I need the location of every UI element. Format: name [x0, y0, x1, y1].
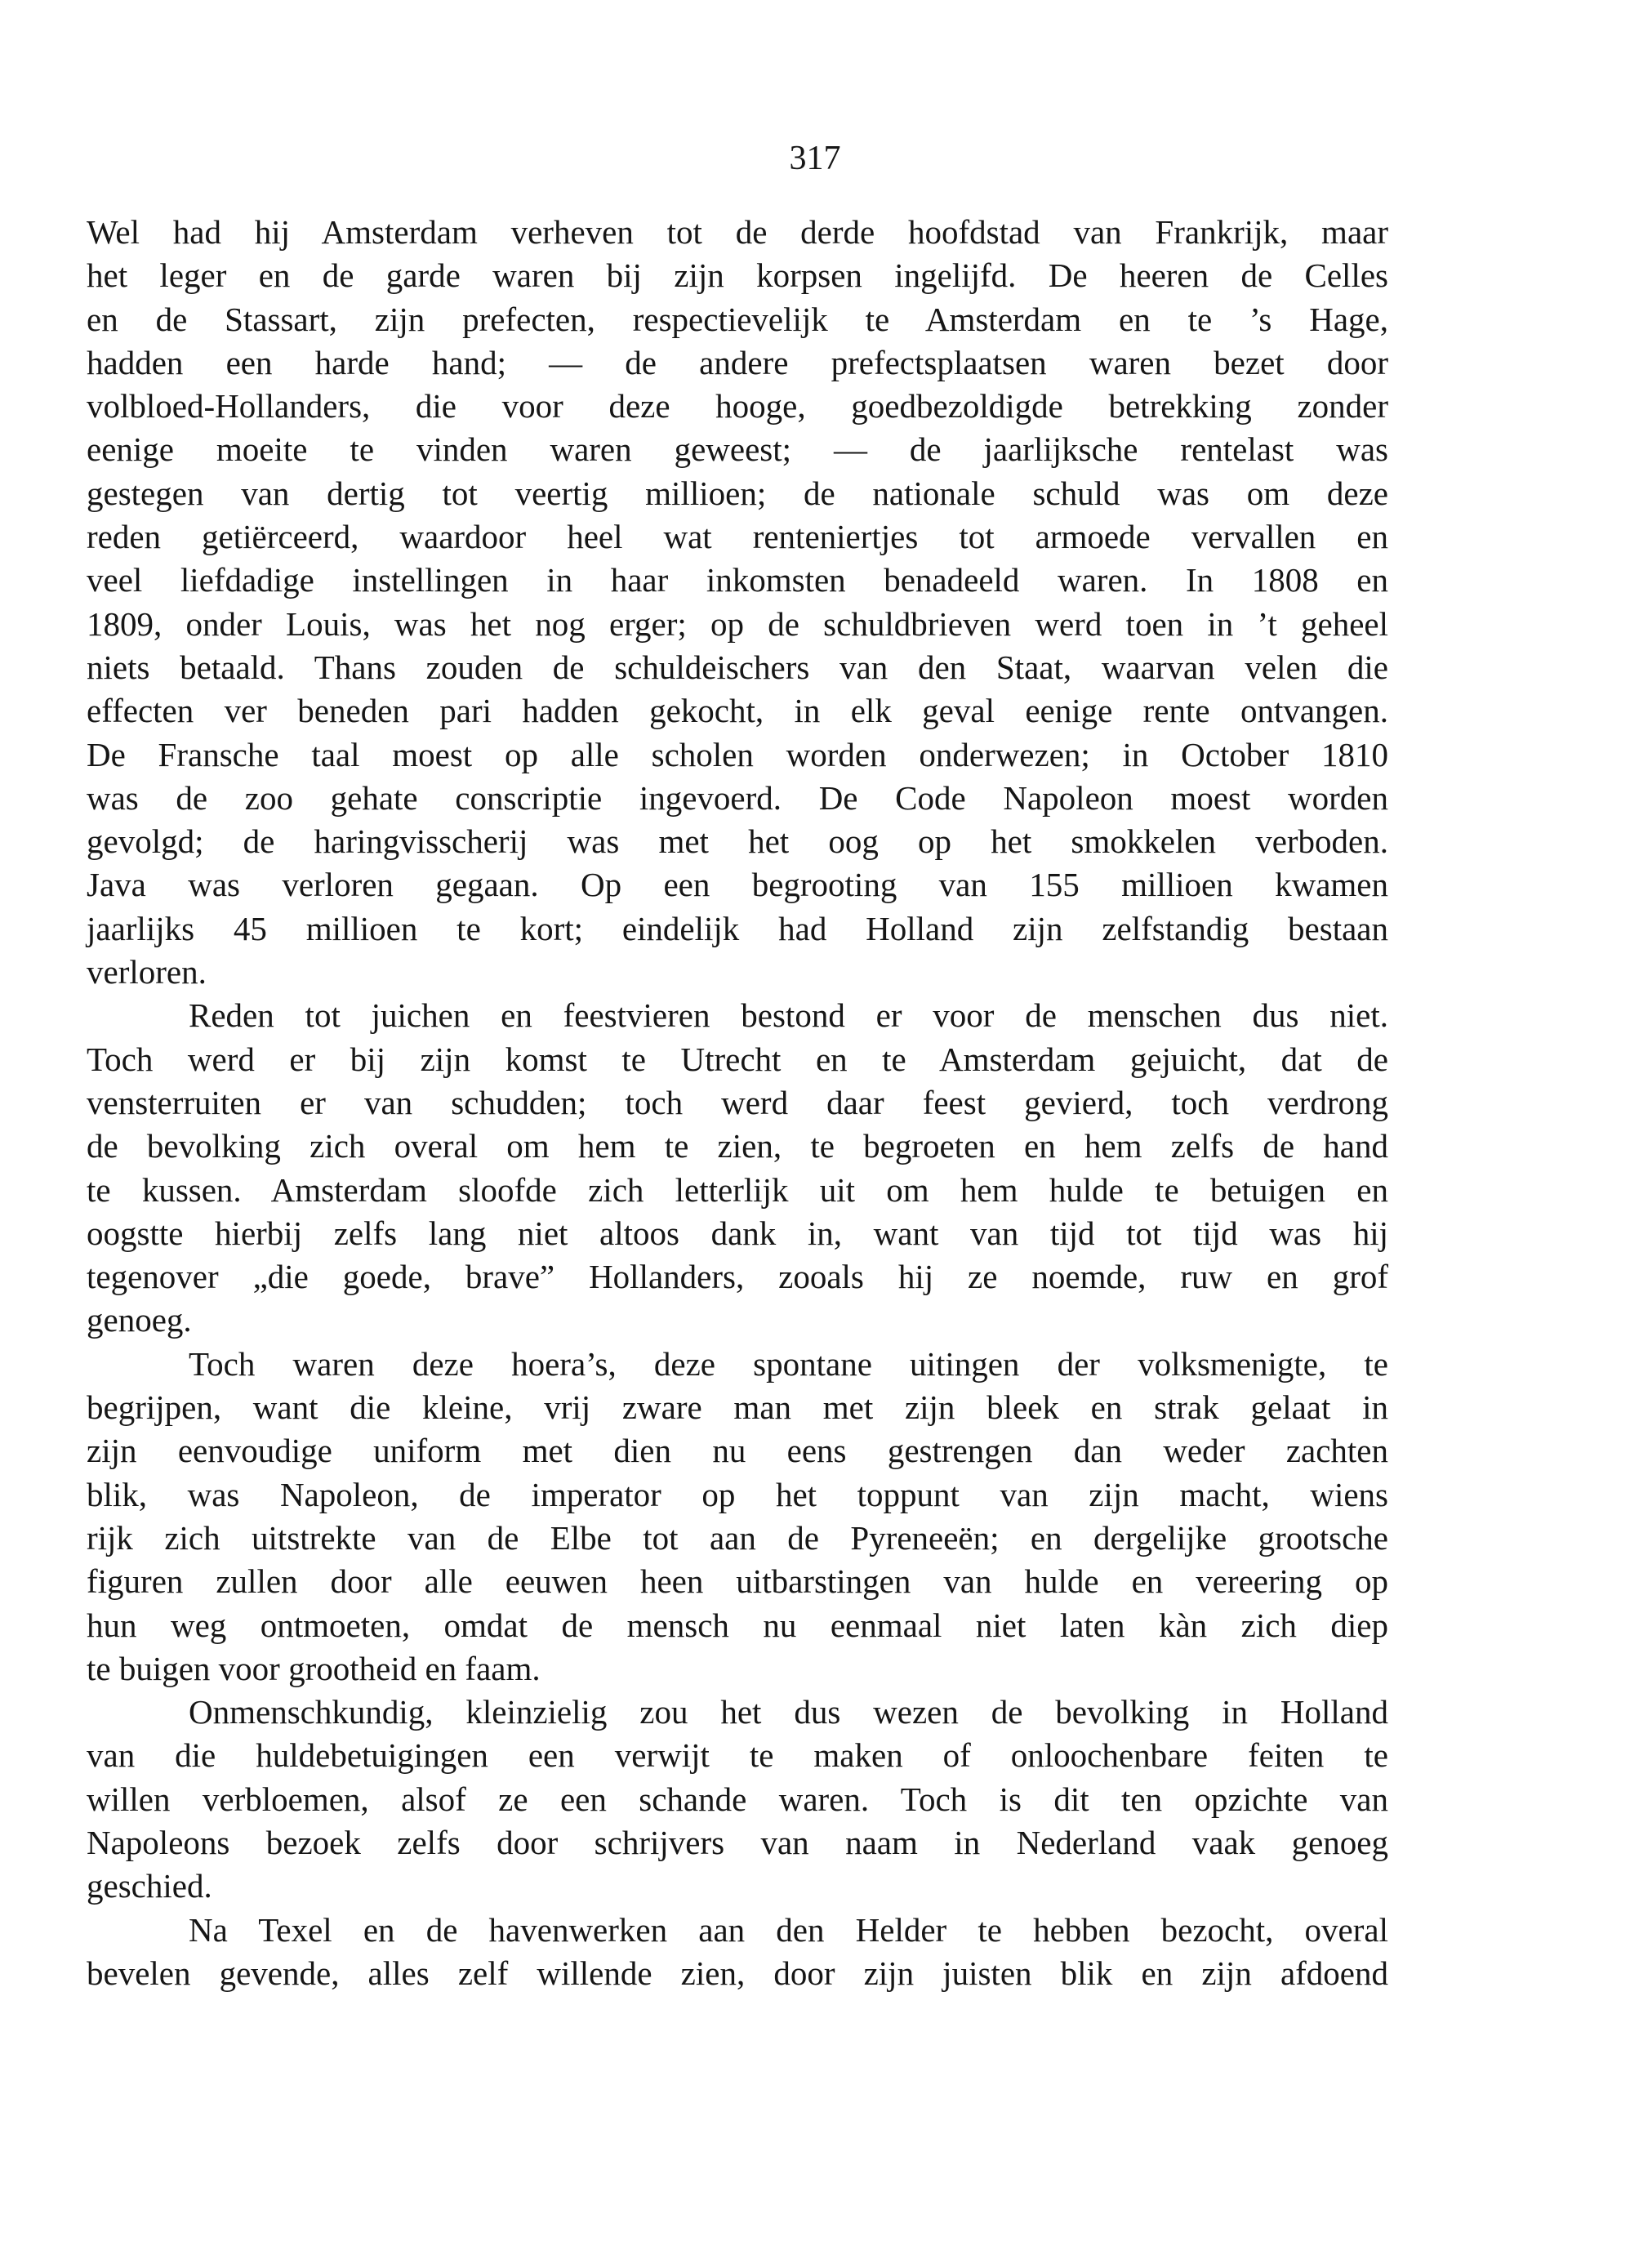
text-line: oogstte hierbij zelfs lang niet altoos dank in, want van tijd tot tijd was hij — [87, 1214, 1388, 1252]
text-line: Onmenschkundig, kleinzielig zou het dus wezen de bevolking in Holland — [189, 1693, 1388, 1731]
text-line: en de Stassart, zijn prefecten, respectievelijk te Amsterdam en te ’s Hage, — [87, 300, 1388, 338]
text-line: vensterruiten er van schudden; toch werd daar feest gevierd, toch verdrong — [87, 1083, 1388, 1121]
text-line: was de zoo gehate conscriptie ingevoerd. De Code Napoleon moest worden — [87, 778, 1388, 817]
text-line: bevelen gevende, alles zelf willende zien, door zijn juisten blik en zijn afdoend — [87, 1954, 1388, 1992]
text-line: effecten ver beneden pari hadden gekocht, in elk geval eenige rente ontvangen. — [87, 692, 1388, 730]
body-text — [87, 211, 1388, 1995]
text-line: Reden tot juichen en feestvieren bestond er voor de menschen dus niet. — [189, 996, 1388, 1035]
paragraph — [87, 1909, 1388, 1996]
text-line: niets betaald. Thans zouden de schuldeischers van den Staat, waarvan velen die — [87, 648, 1388, 686]
page-number: 317 — [789, 140, 841, 177]
text-line: reden getiërceerd, waardoor heel wat renteniertjes tot armoede vervallen en — [87, 518, 1388, 556]
paragraph — [87, 1343, 1388, 1691]
text-line: hadden een harde hand; — de andere prefectsplaatsen waren bezet door — [87, 343, 1388, 381]
text-line: begrijpen, want die kleine, vrij zware man met zijn bleek en strak gelaat in — [87, 1388, 1388, 1427]
text-line: te kussen. Amsterdam sloofde zich letterlijk uit om hem hulde te betuigen en — [87, 1170, 1388, 1209]
text-line: tegenover „die goede, brave” Hollanders, zooals hij ze noemde, ruw en grof — [87, 1258, 1388, 1296]
text-line: geschied. — [87, 1867, 212, 1905]
text-line: zijn eenvoudige uniform met dien nu eens gestrengen dan weder zachten — [87, 1432, 1388, 1470]
text-line: veel liefdadige instellingen in haar inkomsten benadeeld waren. In 1808 en — [87, 561, 1388, 599]
text-line: Napoleons bezoek zelfs door schrijvers van naam in Nederland vaak genoeg — [87, 1823, 1388, 1861]
text-line: van die huldebetuigingen een verwijt te maken of onloochenbare feiten te — [87, 1736, 1388, 1775]
text-line: eenige moeite te vinden waren geweest; — de jaarlijksche rentelast was — [87, 430, 1388, 469]
text-line: het leger en de garde waren bij zijn korpsen ingelijfd. De heeren de Celles — [87, 256, 1388, 295]
text-line: Wel had hij Amsterdam verheven tot de derde hoofdstad van Frankrijk, maar — [87, 213, 1388, 251]
text-line: volbloed-Hollanders, die voor deze hooge, goedbezoldigde betrekking zonder — [87, 387, 1388, 426]
text-line: hun weg ontmoeten, omdat de mensch nu eenmaal niet laten kàn zich diep — [87, 1606, 1388, 1644]
text-line: verloren. — [87, 953, 207, 991]
text-line: Na Texel en de havenwerken aan den Helder te hebben bezocht, overal — [189, 1910, 1388, 1949]
paragraph — [87, 994, 1388, 1342]
paragraph — [87, 1691, 1388, 1908]
text-line: gevolgd; de haringvisscherij was met het oog op het smokkelen verboden. — [87, 822, 1388, 861]
text-line: gestegen van dertig tot veertig millioen; de nationale schuld was om deze — [87, 474, 1388, 512]
text-line: De Fransche taal moest op alle scholen worden onderwezen; in October 1810 — [87, 735, 1388, 773]
text-line: jaarlijks 45 millioen te kort; eindelijk had Holland zijn zelfstandig bestaan — [87, 909, 1388, 947]
text-line: genoeg. — [87, 1301, 192, 1339]
text-line: rijk zich uitstrekte van de Elbe tot aan de Pyreneeën; en dergelijke grootsche — [87, 1518, 1388, 1557]
text-line: figuren zullen door alle eeuwen heen uitbarstingen van hulde en vereering op — [87, 1562, 1388, 1601]
text-line: Toch waren deze hoera’s, deze spontane uitingen der volksmenigte, te — [189, 1344, 1388, 1383]
text-line: Toch werd er bij zijn komst te Utrecht en te Amsterdam gejuicht, dat de — [87, 1040, 1388, 1078]
text-line: 1809, onder Louis, was het nog erger; op de schuldbrieven werd toen in ’t geheel — [87, 604, 1388, 643]
text-line: blik, was Napoleon, de imperator op het toppunt van zijn macht, wiens — [87, 1475, 1388, 1513]
paragraph — [87, 211, 1388, 994]
text-line: de bevolking zich overal om hem te zien, te begroeten en hem zelfs de hand — [87, 1127, 1388, 1165]
text-line: Java was verloren gegaan. Op een begrooting van 155 millioen kwamen — [87, 866, 1388, 904]
text-line: willen verbloemen, alsof ze een schande waren. Toch is dit ten opzichte van — [87, 1780, 1388, 1818]
text-line: te buigen voor grootheid en faam. — [87, 1649, 541, 1687]
